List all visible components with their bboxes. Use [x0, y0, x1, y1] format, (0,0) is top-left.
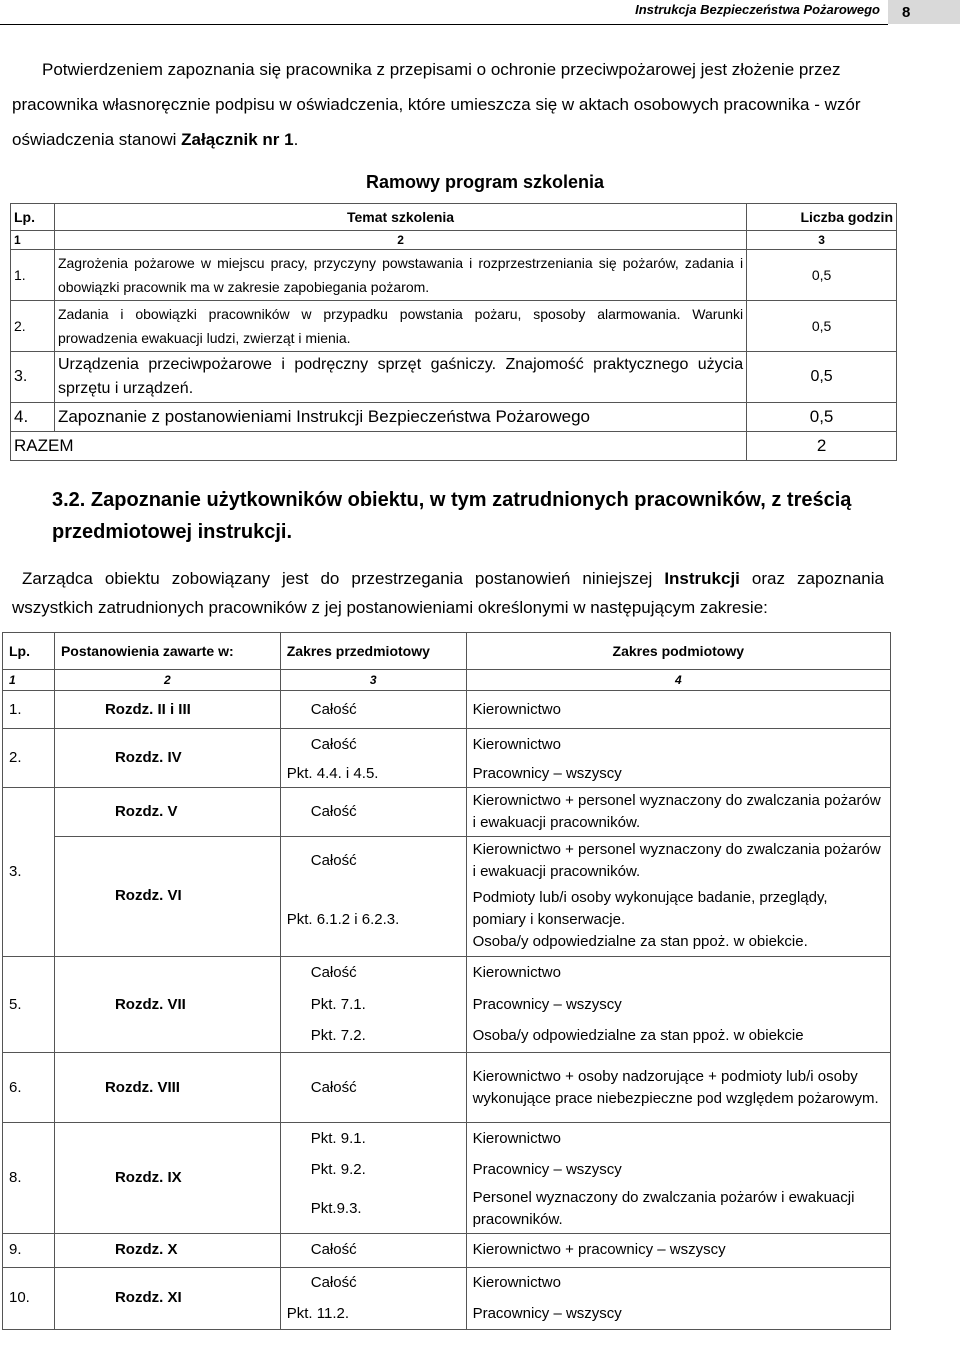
table-row [3, 957, 891, 989]
row-subject-scope: Całość [280, 836, 466, 885]
row-chapter: Rozdz. VI [54, 836, 280, 957]
row-lp: 9. [3, 1233, 55, 1267]
row-personal-scope: Kierownictwo + personel wyznaczony do zwalczania pożarów i ewakuacji pracowników. [466, 836, 890, 885]
row-personal-scope: Kierownictwo [466, 729, 890, 761]
total-label: RAZEM [11, 432, 747, 461]
row-chapter: Rozdz. V [54, 787, 280, 836]
row-lp: 8. [3, 1123, 55, 1234]
row-hours: 0,5 [747, 403, 897, 432]
row-subject-scope: Całość [280, 787, 466, 836]
table-row [11, 403, 897, 432]
column-number: 2 [54, 231, 746, 250]
row-personal-scope: Personel wyznaczony do zwalczania pożarów i ewakuacji pracowników. [466, 1185, 890, 1234]
header-lp: Lp. [3, 633, 55, 670]
header-personal-scope: Zakres podmiotowy [466, 633, 890, 670]
header-subject-scope: Zakres przedmiotowy [280, 633, 466, 670]
training-table-title: Ramowy program szkolenia [365, 172, 605, 192]
column-numbers-row [3, 670, 891, 691]
row-chapter: Rozdz. VII [54, 957, 280, 1053]
header-lp: Lp. [11, 204, 55, 231]
row-lp: 10. [3, 1267, 55, 1329]
row-hours: 0,5 [747, 301, 897, 352]
row-personal-scope: Kierownictwo + pracownicy – wszyscy [466, 1233, 890, 1267]
column-numbers-row [11, 231, 897, 250]
row-subject-scope: Całość [280, 1053, 466, 1123]
row-subject-scope: Pkt. 11.2. [280, 1299, 466, 1329]
section-paragraph [12, 564, 884, 622]
row-topic: Zapoznanie z postanowieniami Instrukcji Bezpieczeństwa Pożarowego [54, 403, 746, 432]
row-subject-scope: Całość [280, 1233, 466, 1267]
row-subject-scope: Całość [280, 691, 466, 729]
table-row [3, 1053, 891, 1123]
document-title: Instrukcja Bezpieczeństwa Pożarowego [635, 2, 880, 17]
row-personal-scope: Kierownictwo [466, 957, 890, 989]
header-topic: Temat szkolenia [54, 204, 746, 231]
row-lp: 2. [11, 301, 55, 352]
intro-text-end: . [293, 130, 299, 149]
intro-text: Potwierdzeniem zapoznania się pracownika z przepisami o ochronie przeciwpożarowej jest złożenie przez pracownika własnoręcznie podpisu w oświadczenia, które umieszcza się w aktach osobowych pracownika - wzór oświadczenia stanowi [12, 60, 861, 149]
row-hours: 0,5 [747, 250, 897, 301]
row-chapter: Rozdz. X [54, 1233, 280, 1267]
intro-paragraph [12, 52, 892, 157]
training-program-table [10, 203, 897, 461]
row-chapter: Rozdz. XI [54, 1267, 280, 1329]
total-row [11, 432, 897, 461]
row-lp: 1. [11, 250, 55, 301]
table-row [3, 787, 891, 836]
table-row [3, 729, 891, 761]
header-divider [0, 24, 888, 25]
table-row [3, 1123, 891, 1155]
row-subject-scope: Całość [280, 957, 466, 989]
row-topic: Zagrożenia pożarowe w miejscu pracy, przyczyny powstawania i rozprzestrzeniania się pożarów, zadania i obowiązki pracownik ma w zakresie zapobiegania pożarom. [54, 250, 746, 301]
row-personal-scope: Pracownicy – wszyscy [466, 761, 890, 788]
row-personal-scope: Pracownicy – wszyscy [466, 989, 890, 1021]
row-lp: 3. [11, 352, 55, 403]
row-chapter: Rozdz. II i III [54, 691, 280, 729]
row-subject-scope: Pkt. 6.1.2 i 6.2.3. [280, 885, 466, 957]
table-row [11, 250, 897, 301]
row-personal-scope: Pracownicy – wszyscy [466, 1155, 890, 1185]
row-lp: 4. [11, 403, 55, 432]
row-personal-scope: Kierownictwo [466, 1123, 890, 1155]
row-lp: 6. [3, 1053, 55, 1123]
row-personal-scope: Kierownictwo + osoby nadzorujące + podmioty lub/i osoby wykonujące prace niebezpieczne pod względem pożarowym. [466, 1053, 890, 1123]
column-number: 4 [466, 670, 890, 691]
row-chapter: Rozdz. VIII [54, 1053, 280, 1123]
scope-table [2, 632, 891, 1330]
row-topic: Zadania i obowiązki pracowników w przypadku powstania pożaru, sposoby alarmowania. Warunki prowadzenia ewakuacji ludzi, zwierząt i mienia. [54, 301, 746, 352]
row-personal-scope: Kierownictwo [466, 691, 890, 729]
table-row [11, 301, 897, 352]
column-number: 2 [54, 670, 280, 691]
row-lp: 5. [3, 957, 55, 1053]
row-lp: 3. [3, 787, 55, 957]
row-subject-scope: Pkt.9.3. [280, 1185, 466, 1234]
table-header-row [3, 633, 891, 670]
table-row [3, 836, 891, 885]
table-header-row [11, 204, 897, 231]
row-lp: 2. [3, 729, 55, 788]
header-hours: Liczba godzin [747, 204, 897, 231]
section-text-end: oraz zapoznania wszystkich zatrudnionych pracowników z jej postanowieniami określonymi w następującym zakresie: [12, 569, 884, 617]
row-personal-scope: Kierownictwo + personel wyznaczony do zwalczania pożarów i ewakuacji pracowników. [466, 787, 890, 836]
row-personal-scope: Kierownictwo [466, 1267, 890, 1299]
instruction-reference: Instrukcji [664, 569, 740, 588]
table-row [3, 691, 891, 729]
attachment-reference: Załącznik nr 1 [181, 130, 294, 149]
row-subject-scope: Całość [280, 1267, 466, 1299]
header-provisions: Postanowienia zawarte w: [54, 633, 280, 670]
table-row [11, 352, 897, 403]
total-value: 2 [747, 432, 897, 461]
column-number: 3 [280, 670, 466, 691]
section-text: Zarządca obiektu zobowiązany jest do przestrzegania postanowień niniejszej [22, 569, 665, 588]
row-lp: 1. [3, 691, 55, 729]
table-row [3, 1233, 891, 1267]
column-number: 3 [747, 231, 897, 250]
row-subject-scope: Pkt. 7.1. [280, 989, 466, 1021]
row-personal-scope [466, 885, 890, 957]
row-personal-scope: Pracownicy – wszyscy [466, 1299, 890, 1329]
row-subject-scope: Pkt. 7.2. [280, 1021, 466, 1053]
row-chapter: Rozdz. IX [54, 1123, 280, 1234]
section-heading: 3.2. Zapoznanie użytkowników obiektu, w tym zatrudnionych pracowników, z treścią przedmiotowej instrukcji. [52, 489, 852, 543]
row-topic: Urządzenia przeciwpożarowe i podręczny sprzęt gaśniczy. Znajomość praktycznego użycia sprzętu i urządzeń. [54, 352, 746, 403]
row-subject-scope: Całość [280, 729, 466, 761]
personal-scope-line: Podmioty lub/i osoby wykonujące badanie, przeglądy, pomiary i konserwacje. [472, 889, 828, 929]
personal-scope-line: Osoba/y odpowiedzialne za stan ppoż. w obiekcie. [472, 933, 808, 951]
page-number: 8 [888, 0, 960, 24]
row-subject-scope: Pkt. 9.1. [280, 1123, 466, 1155]
column-number: 1 [3, 670, 55, 691]
row-hours: 0,5 [747, 352, 897, 403]
column-number: 1 [11, 231, 55, 250]
table-row [3, 1267, 891, 1299]
row-subject-scope: Pkt. 9.2. [280, 1155, 466, 1185]
row-subject-scope: Pkt. 4.4. i 4.5. [280, 761, 466, 788]
row-chapter: Rozdz. IV [54, 729, 280, 788]
row-personal-scope: Osoba/y odpowiedzialne za stan ppoż. w obiekcie [466, 1021, 890, 1053]
